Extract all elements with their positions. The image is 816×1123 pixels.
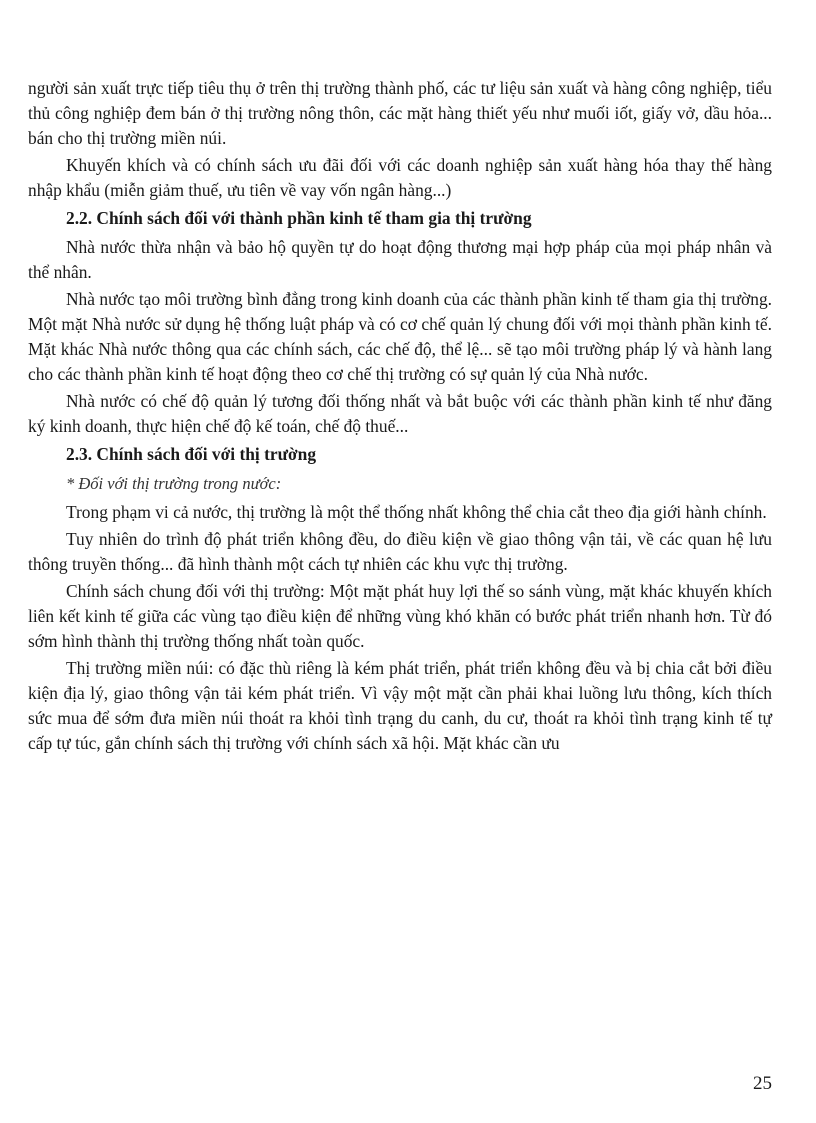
- paragraph-mountain-market: Thị trường miền núi: có đặc thù riêng là kém phát triển, phát triển không đều và bị chia cắt bởi điều kiện địa lý, giao thông vận tải kém phát triển. Vì vậy một mặt cần phải khai luồng lưu thông, kích thích sức mua để sớm đưa miền núi thoát ra khỏi tình trạng du canh, du cư, thoát ra khỏi tình trạng kinh tế tự cấp tự túc, gắn chính sách thị trường với chính sách xã hội. Mặt khác cần ưu: [28, 658, 772, 753]
- heading-2-3: 2.3. Chính sách đối với thị trường: [66, 444, 317, 464]
- paragraph-general-policy: Chính sách chung đối với thị trường: Một mặt phát huy lợi thế so sánh vùng, mặt khác khuyến khích liên kết kinh tế giữa các vùng tạo điều kiện để những vùng khó khăn có bước phát triển nhanh hơn. Từ đó sớm hình thành thị trường thống nhất toàn quốc.: [28, 581, 772, 651]
- paragraph-continuation: người sản xuất trực tiếp tiêu thụ ở trên thị trường thành phố, các tư liệu sản xuất và hàng công nghiệp, tiểu thủ công nghiệp đem bán ở thị trường nông thôn, các mặt hàng thiết yếu như muối iốt, giấy vở, dầu hỏa... bán cho thị trường miền núi.: [28, 78, 772, 148]
- page-number: 25: [753, 1073, 772, 1094]
- paragraph-legal-protection: Nhà nước thừa nhận và bảo hộ quyền tự do hoạt động thương mại hợp pháp của mọi pháp nhân và thể nhân.: [28, 237, 772, 282]
- subheading-domestic-market: * Đối với thị trường trong nước:: [66, 474, 282, 493]
- document-page: [28, 76, 772, 758]
- paragraph-unified-market: Trong phạm vi cả nước, thị trường là một thể thống nhất không thể chia cắt theo địa giới hành chính.: [66, 502, 767, 522]
- paragraph-management-regime: Nhà nước có chế độ quản lý tương đối thống nhất và bắt buộc với các thành phần kinh tế như đăng ký kinh doanh, thực hiện chế độ kế toán, chế độ thuế...: [28, 391, 772, 436]
- paragraph-market-regions: Tuy nhiên do trình độ phát triển không đều, do điều kiện về giao thông vận tải, về các quan hệ lưu thông truyền thống... đã hình thành một cách tự nhiên các khu vực thị trường.: [28, 529, 772, 574]
- paragraph-equal-environment: Nhà nước tạo môi trường bình đẳng trong kinh doanh của các thành phần kinh tế tham gia thị trường. Một mặt Nhà nước sử dụng hệ thống luật pháp và có cơ chế quản lý chung đối với mọi thành phần kinh tế. Mặt khác Nhà nước thông qua các chính sách, các chế độ, thể lệ... sẽ tạo môi trường pháp lý và hành lang cho các thành phần kinh tế hoạt động theo cơ chế thị trường có sự quản lý của Nhà nước.: [28, 289, 772, 384]
- paragraph-import-substitution: Khuyến khích và có chính sách ưu đãi đối với các doanh nghiệp sản xuất hàng hóa thay thế hàng nhập khẩu (miễn giảm thuế, ưu tiên về vay vốn ngân hàng...): [28, 155, 772, 200]
- heading-2-2: 2.2. Chính sách đối với thành phần kinh tế tham gia thị trường: [66, 208, 532, 228]
